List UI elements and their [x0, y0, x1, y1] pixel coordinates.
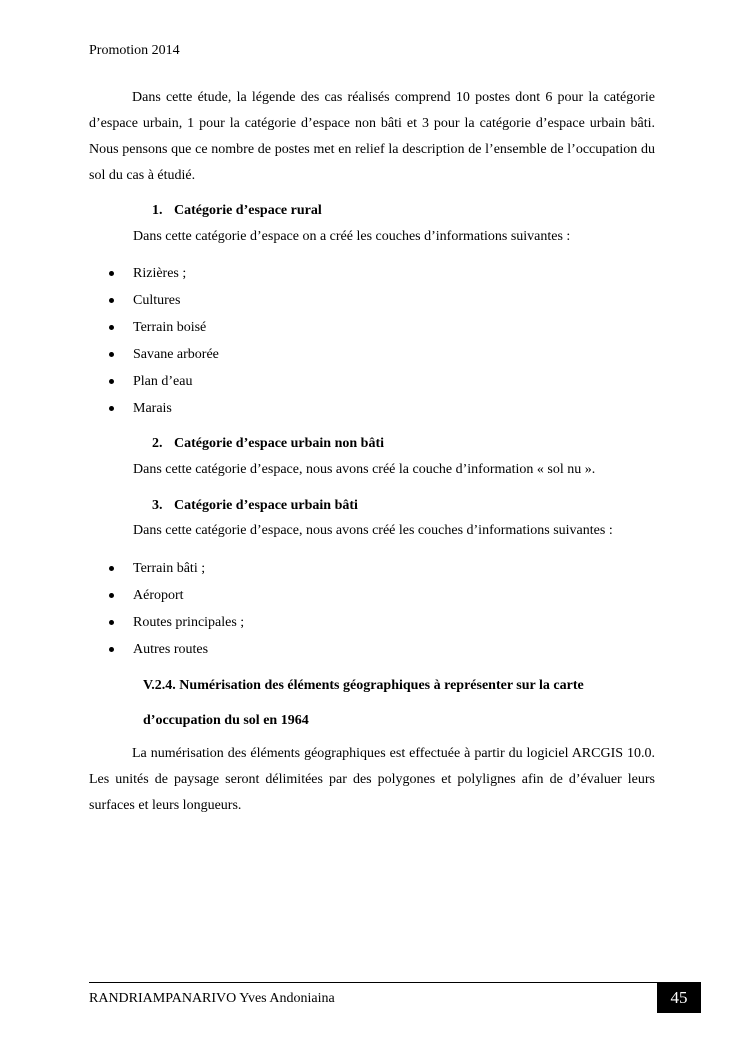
list-item: Terrain bâti ; — [89, 561, 244, 588]
bullet-icon — [109, 271, 114, 276]
bullet-icon — [109, 566, 114, 571]
section-1-number: 1. — [152, 203, 163, 218]
list-item: Rizières ; — [89, 266, 219, 293]
subsection-paragraph — [89, 741, 655, 819]
section-2-title: Catégorie d’espace urbain non bâti — [174, 436, 384, 451]
list-item: Routes principales ; — [89, 615, 244, 642]
bullet-icon — [109, 593, 114, 598]
bullet-icon — [109, 620, 114, 625]
list-item: Terrain boisé — [89, 320, 219, 347]
subsection-text: La numérisation des éléments géographiques est effectuée à partir du logiciel ARCGIS 10.0. Les unités de paysage seront délimitées par des polygones et polylignes afin de d’évaluer leurs surfaces et leurs longueurs. — [89, 746, 655, 813]
bullet-icon — [109, 325, 114, 330]
list-item: Cultures — [89, 293, 219, 320]
footer-divider — [89, 982, 701, 983]
section-2-heading — [152, 436, 384, 452]
list-item: Marais — [89, 401, 219, 428]
section-3-heading — [152, 498, 358, 514]
list-item: Savane arborée — [89, 347, 219, 374]
section-3-list — [89, 561, 244, 669]
subsection-title-line-1: V.2.4. Numérisation des éléments géographiques à représenter sur la carte — [143, 678, 584, 693]
bullet-icon — [109, 406, 114, 411]
list-item: Plan d’eau — [89, 374, 219, 401]
page-number: 45 — [657, 983, 701, 1013]
intro-paragraph — [89, 85, 655, 189]
section-2-number: 2. — [152, 436, 163, 451]
section-3-text: Dans cette catégorie d’espace, nous avons créé les couches d’informations suivantes : — [133, 523, 613, 538]
page-header: Promotion 2014 — [89, 43, 180, 58]
bullet-icon — [109, 647, 114, 652]
intro-text: Dans cette étude, la légende des cas réalisés comprend 10 postes dont 6 pour la catégorie d’espace urbain, 1 pour la catégorie d’espace non bâti et 3 pour la catégorie d’espace urbain bâti. Nous pensons que ce nombre de postes met en relief la description de l’ensemble de l’occupation du sol du cas à étudié. — [89, 90, 655, 183]
subsection-title-line-2: d’occupation du sol en 1964 — [143, 713, 309, 728]
section-2-text: Dans cette catégorie d’espace, nous avons créé la couche d’information « sol nu ». — [133, 462, 596, 477]
section-1-title: Catégorie d’espace rural — [174, 203, 322, 218]
section-1-text: Dans cette catégorie d’espace on a créé les couches d’informations suivantes : — [133, 229, 571, 244]
list-item: Aéroport — [89, 588, 244, 615]
section-1-list — [89, 266, 219, 428]
section-1-heading — [152, 203, 322, 219]
section-3-title: Catégorie d’espace urbain bâti — [174, 498, 358, 513]
section-3-number: 3. — [152, 498, 163, 513]
bullet-icon — [109, 352, 114, 357]
bullet-icon — [109, 298, 114, 303]
footer-author: RANDRIAMPANARIVO Yves Andoniaina — [89, 991, 335, 1006]
list-item: Autres routes — [89, 642, 244, 669]
bullet-icon — [109, 379, 114, 384]
